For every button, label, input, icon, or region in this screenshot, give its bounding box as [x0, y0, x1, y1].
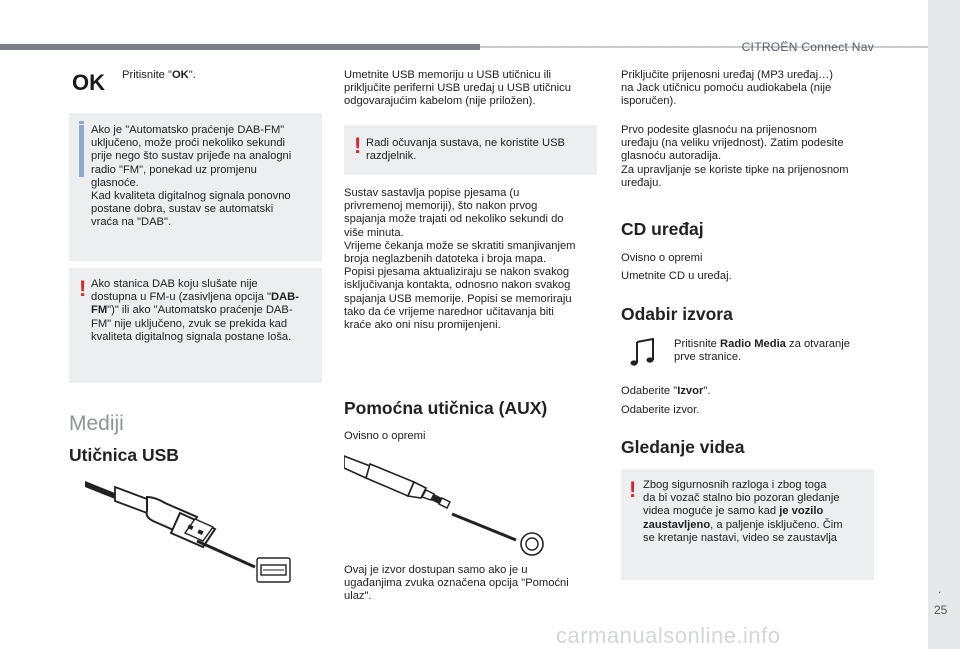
side-margin-strip [928, 0, 960, 649]
usb-intro-text: Umetnite USB memoriju u USB utičnicu ili priključite periferni USB uređaj u USB utičnicu odgovarajućim kabelom (nije priložen). [344, 69, 571, 108]
select-source-text: Odaberite izvor. [621, 404, 700, 416]
music-note-icon [630, 338, 656, 368]
usb-warning-text: Radi očuvanja sustava, ne koristite USB razdjelnik. [366, 137, 565, 163]
warning-icon: ! [629, 477, 637, 502]
video-title: Gledanje videa [621, 437, 745, 457]
info-icon [79, 125, 84, 177]
brand-title: CITROËN Connect Nav [741, 40, 874, 54]
aux-volume-text: Prvo podesite glasnoću na prijenosnom uređaju (na veliku vrijednost). Zatim podesite glasnoću autoradija. Za upravljanje se koriste tipke na prijenosnom uređaju. [621, 124, 849, 189]
info-text: Ako je "Automatsko praćenje DAB-FM" uključeno, može proći nekoliko sekundi prije nego što sustav prijeđe na analogni radio "FM", ponekad uz promjenu glasnoće. Kad kvaliteta digitalnog signala ponovno postane dobra, sustav se automatski vraća na "DAB". [91, 124, 292, 229]
usb-warning-box [344, 125, 597, 175]
info-box [69, 113, 322, 261]
usb-plug-illustration [85, 475, 300, 595]
jack-plug-illustration [344, 452, 554, 562]
warning-icon: ! [79, 276, 87, 301]
warning-box [69, 268, 322, 383]
info-icon-dot [79, 121, 84, 124]
aux-title: Pomoćna utičnica (AUX) [344, 398, 548, 418]
cd-insert-text: Umetnite CD u uređaj. [621, 270, 732, 282]
usb-playlist-text: Sustav sastavlja popise pjesama (u privremenoj memoriji), što nakon prvog spajanja može trajati od nekoliko sekundi do više minuta. Vrijeme čekanja može se skratiti smanjivanjem broja neglazbenih datoteka i broja mapa. Popisi pjesama aktualiziraju se nakon svakog isključivanja kontakta, odnosno nakon svakog spajanja USB memorije. Popisi se memoriraju tako da će vrijeme naredног učitavanja biti kraće ako oni nisu promijenjeni. [344, 187, 576, 332]
page-dot: . [938, 582, 942, 596]
warning-icon: ! [354, 133, 362, 158]
source-title: Odabir izvora [621, 304, 733, 324]
aux-option-note: Ovisno o opremi [344, 430, 426, 442]
aux-connect-text: Priključite prijenosni uređaj (MP3 uređaj…) na Jack utičnicu pomoću audiokabela (nije isporučen). [621, 69, 834, 108]
cd-option-note: Ovisno o opremi [621, 252, 703, 264]
radio-media-instruction: Pritisnite Radio Media za otvaranje prve stranice. [674, 338, 850, 364]
page-number: 25 [934, 603, 948, 617]
warning-text: Ako stanica DAB koju slušate nije dostupna u FM-u (zasivljena opcija "DAB- FM")" ili ako "Automatsko praćenje DAB- FM" nije uključeno, zvuk se prekida kad kvaliteta digitalnog signala postane loša. [91, 278, 299, 343]
video-warning-box [621, 469, 874, 580]
select-source-menu-text: Odaberite "Izvor". [621, 385, 711, 397]
ok-button-label: OK [72, 70, 105, 95]
usb-title: Utičnica USB [69, 445, 179, 465]
cd-title: CD uređaj [621, 219, 704, 239]
section-mediji: Mediji [69, 412, 124, 435]
watermark: carmanualsonline.info [556, 623, 781, 648]
video-warning-text: Zbog sigurnosnih razloga i zbog toga da bi vozač stalno bio pozoran gledanje videa moguće je samo kad je vozilo zaustavljeno, a paljenje isključeno. Čim se kretanje nastavi, video se zaustavlja [643, 479, 843, 544]
aux-availability-note: Ovaj je izvor dostupan samo ako je u ugađanjima zvuka označena opcija "Pomoćni ulaz". [344, 564, 569, 603]
header-bar [0, 44, 480, 50]
ok-instruction: Pritisnite "OK". [122, 69, 196, 81]
